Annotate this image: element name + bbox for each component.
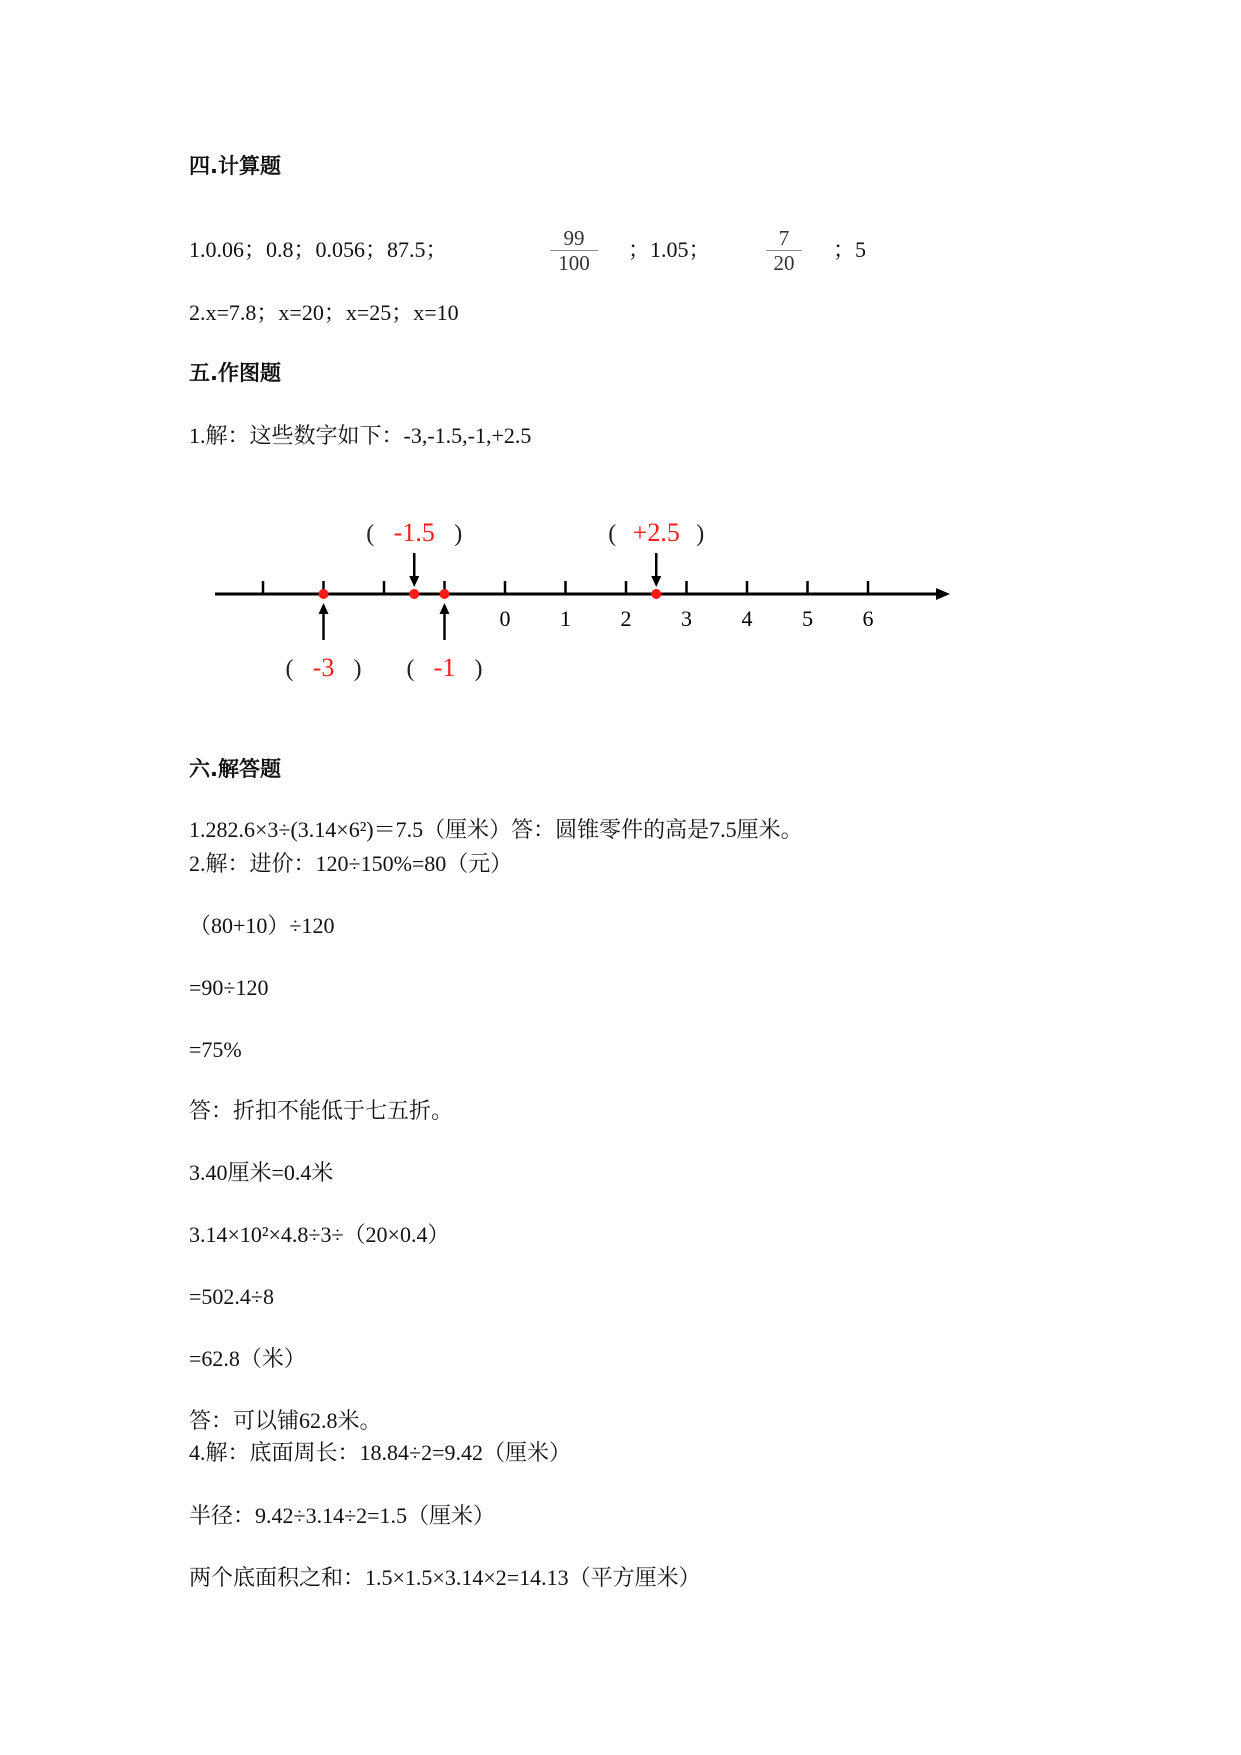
point-label: +2.5 [632, 518, 680, 547]
answer-line: =75% [189, 1037, 242, 1062]
fraction-99-100 [550, 226, 598, 275]
axis-arrow-icon [936, 588, 950, 600]
up-arrow-head-icon [440, 603, 450, 614]
up-arrow-head-icon [319, 603, 329, 614]
paren-right: ) [696, 521, 705, 547]
number-point [409, 589, 419, 599]
fraction-7-20 [766, 226, 802, 275]
number-line [0, 500, 1241, 700]
answer-line: 2.解：进价：120÷150%=80（元） [189, 851, 513, 876]
paren-right: ) [454, 521, 463, 547]
answer-line: 4.解：底面周长：18.84÷2=9.42（厘米） [189, 1440, 571, 1465]
paren-right: ) [353, 656, 362, 682]
answer-line: （80+10）÷120 [189, 913, 335, 938]
section5-q1: 1.解：这些数字如下：-3,-1.5,-1,+2.5 [189, 423, 532, 448]
point-label: -1 [433, 653, 456, 682]
section4-q1-part2: ；1.05； [628, 237, 711, 262]
answer-line: 3.40厘米=0.4米 [189, 1160, 334, 1185]
fraction-numerator: 99 [550, 226, 598, 251]
point-label: -3 [312, 653, 335, 682]
point-label: -1.5 [393, 518, 435, 547]
answer-line: 答：折扣不能低于七五折。 [189, 1098, 454, 1123]
fraction-denominator: 100 [558, 251, 590, 275]
tick-label: 4 [741, 606, 753, 631]
tick-label: 2 [620, 606, 632, 631]
section4-q1-part3: ；5 [833, 237, 867, 262]
section4-q1-part1: 1.0.06；0.8；0.056；87.5； [189, 237, 448, 262]
number-point [440, 589, 450, 599]
number-point [651, 589, 661, 599]
paren-left: ( [608, 521, 617, 547]
answer-line: 两个底面积之和：1.5×1.5×3.14×2=14.13（平方厘米） [189, 1565, 701, 1590]
tick-label: 0 [499, 606, 511, 631]
tick-label: 1 [560, 606, 571, 631]
section4-q2: 2.x=7.8；x=20；x=25；x=10 [189, 300, 459, 325]
number-point [319, 589, 329, 599]
fraction-numerator: 7 [766, 226, 802, 251]
paren-left: ( [406, 656, 415, 682]
fraction-denominator: 20 [773, 251, 795, 275]
answer-line: 3.14×10²×4.8÷3÷（20×0.4） [189, 1222, 450, 1247]
answer-line: 答：可以铺62.8米。 [189, 1408, 382, 1433]
answer-line: =502.4÷8 [189, 1284, 274, 1309]
section6-title: 六.解答题 [189, 757, 281, 781]
answer-line: 半径：9.42÷3.14÷2=1.5（厘米） [189, 1503, 496, 1528]
answer-line: 1.282.6×3÷(3.14×6²)＝7.5（厘米）答：圆锥零件的高是7.5厘米。 [189, 817, 803, 842]
section5-title: 五.作图题 [189, 361, 281, 385]
tick-label: 3 [681, 606, 692, 631]
down-arrow-head-icon [651, 576, 661, 587]
tick-label: 5 [802, 606, 813, 631]
paren-left: ( [285, 656, 294, 682]
tick-label: 6 [862, 606, 874, 631]
answer-line: =90÷120 [189, 975, 269, 1000]
down-arrow-head-icon [409, 576, 419, 587]
section4-title: 四.计算题 [189, 154, 281, 178]
paren-left: ( [366, 521, 375, 547]
paren-right: ) [474, 656, 483, 682]
answer-line: =62.8（米） [189, 1346, 306, 1371]
